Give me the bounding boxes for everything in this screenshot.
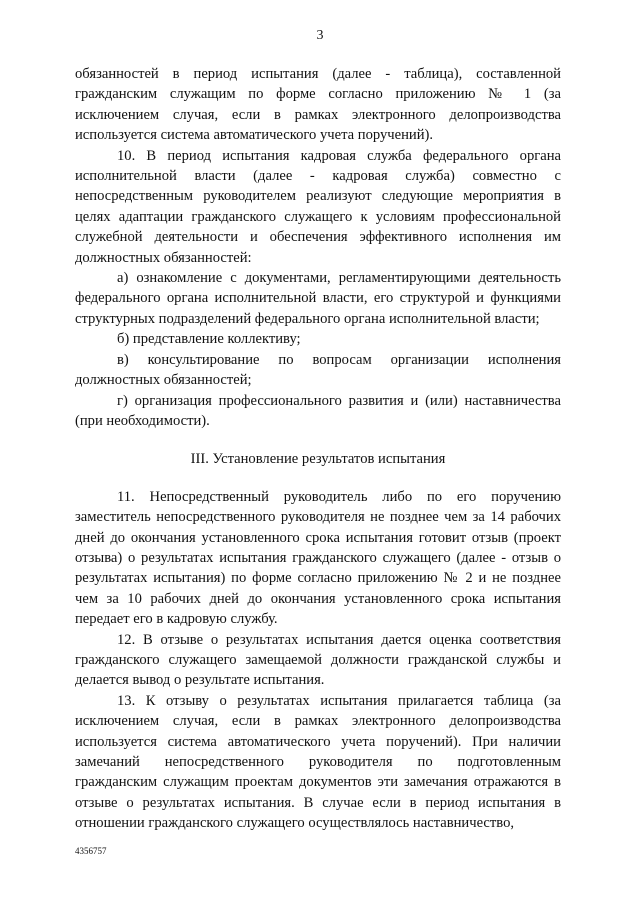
paragraph-9-continuation: обязанностей в период испытания (далее - таблица), составленной гражданским служащим по форме согласно приложению № 1 (за исключением случая, если в рамках электронного делопроизводства используется система автоматического учета поручений). bbox=[75, 66, 561, 144]
list-item-b: б) представление коллективу; bbox=[117, 331, 301, 348]
list-item-a: а) ознакомление с документами, регламентирующими деятельность федерального органа исполнительной власти, его структурой и функциями структурных подразделений федерального органа исполнительной власти; bbox=[75, 270, 561, 327]
paragraph-13: 13. К отзыву о результатах испытания прилагается таблица (за исключением случая, если в рамках электронного делопроизводства используется система автоматического учета поручений). При наличии замечаний непосредственного руководителя по подготовленным гражданским служащим проектам документов эти замечания отражаются в отзыве о результатах испытания. В случае если в период испытания в отношении гражданского служащего осуществлялось наставничество, bbox=[75, 692, 561, 832]
document-code: 4356757 bbox=[75, 846, 107, 856]
page-number: 3 bbox=[316, 28, 324, 43]
paragraph-11: 11. Непосредственный руководитель либо по его поручению заместитель непосредственного руководителя не позднее чем за 14 рабочих дней до окончания установленного срока испытания готовит отзыв (проект отзыва) о результатах испытания гражданского служащего (далее - отзыв о результатах испытания) по форме согласно приложению № 2 и не позднее чем за 10 рабочих дней до окончания установленного срока испытания передает его в кадровую службу. bbox=[75, 488, 561, 628]
paragraph-12: 12. В отзыве о результатах испытания дается оценка соответствия гражданского служащего замещаемой должности гражданской службы и делается вывод о результате испытания. bbox=[75, 631, 561, 689]
paragraph-10: 10. В период испытания кадровая служба федерального органа исполнительной власти (далее - кадровая служба) совместно с непосредственным руководителем реализуют следующие мероприятия в целях адаптации гражданского служащего к условиям профессиональной служебной деятельности и обеспечения эффективного исполнения им должностных обязанностей: bbox=[75, 147, 561, 266]
list-item-v: в) консультирование по вопросам организации исполнения должностных обязанностей; bbox=[75, 351, 561, 389]
section-heading: III. Установление результатов испытания bbox=[190, 451, 446, 468]
list-item-g: г) организация профессионального развития и (или) наставничества (при необходимости). bbox=[75, 392, 561, 429]
document-body bbox=[75, 64, 561, 834]
